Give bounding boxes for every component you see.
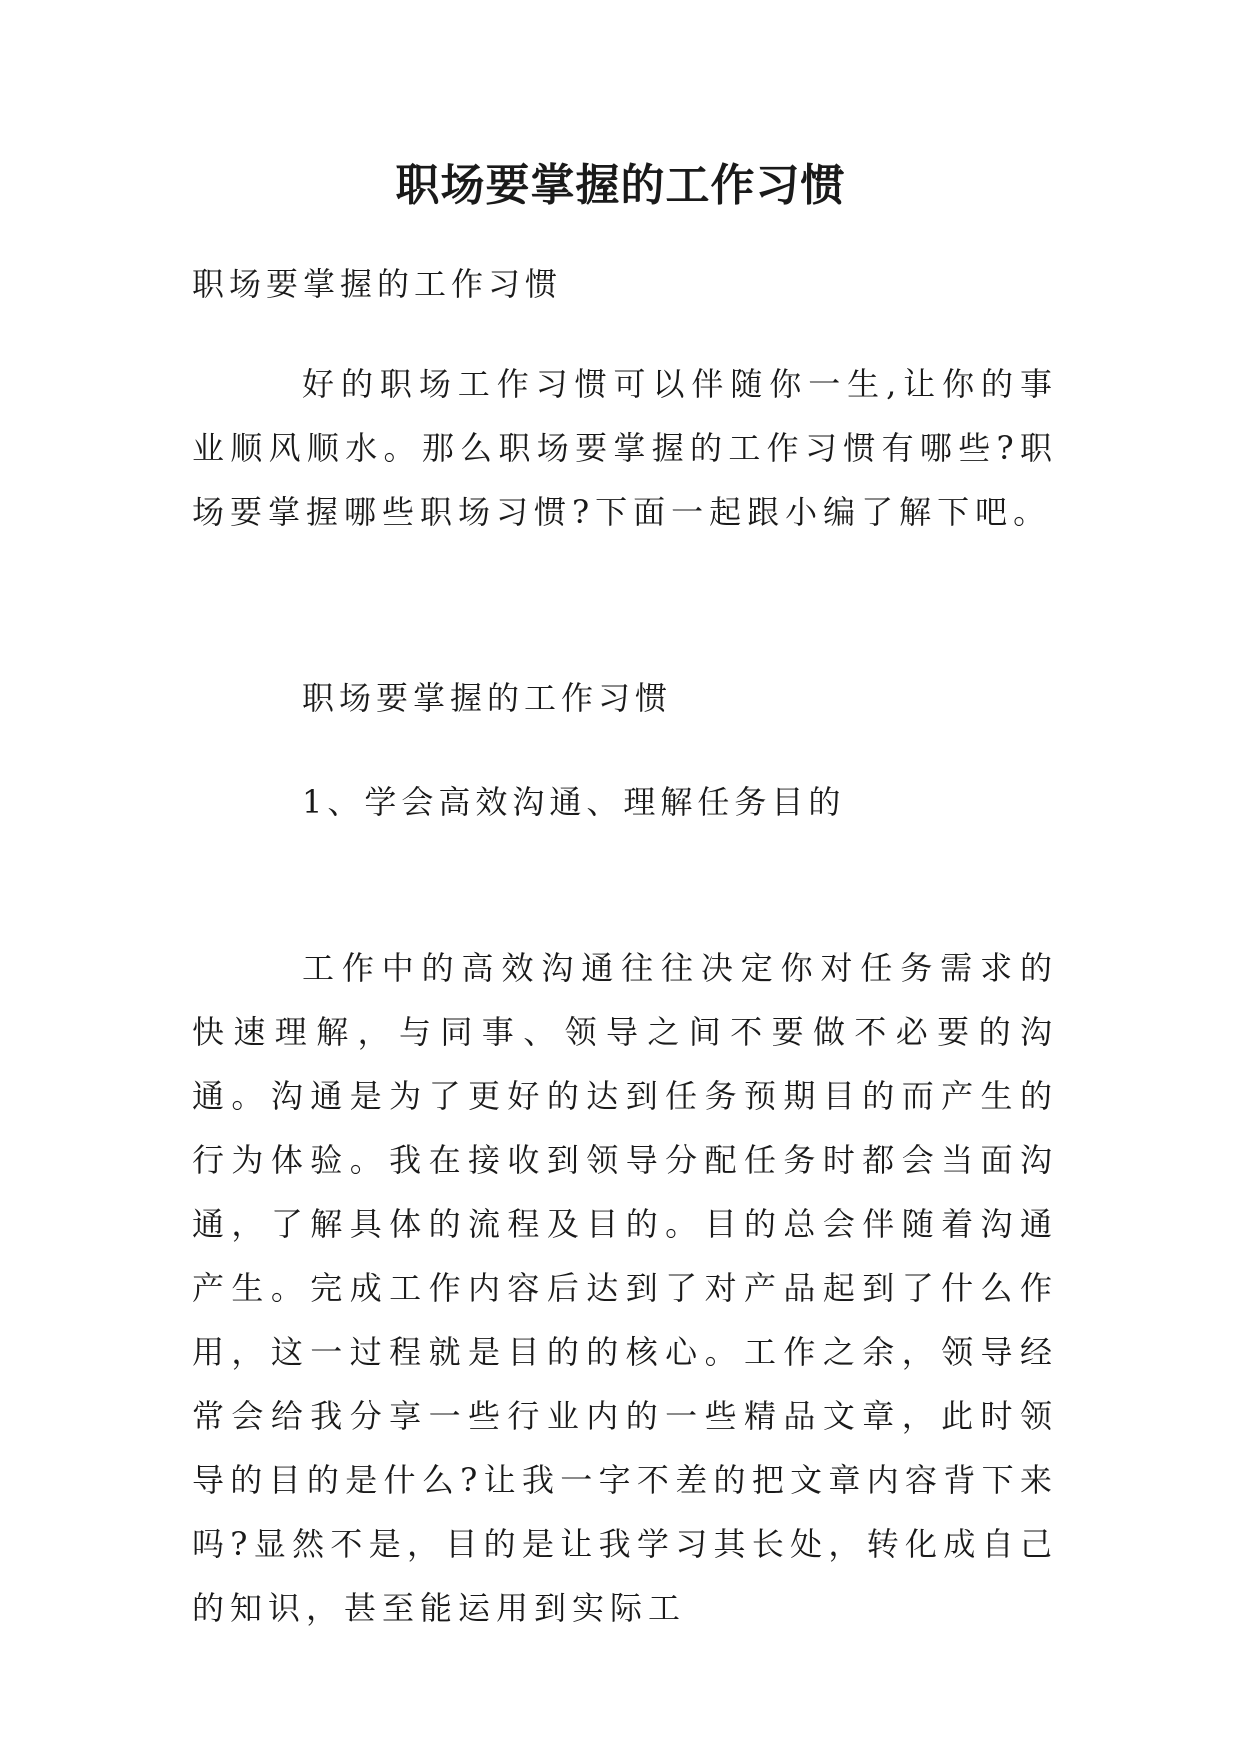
intro-paragraph: 好的职场工作习惯可以伴随你一生,让你的事业顺风顺水。那么职场要掌握的工作习惯有哪些?职场要掌握哪些职场习惯?下面一起跟小编了解下吧。 — [192, 365, 1058, 531]
document-title: 职场要掌握的工作习惯 — [395, 160, 846, 211]
item-1-body-paragraph: 工作中的高效沟通往往决定你对任务需求的快速理解，与同事、领导之间不要做不必要的沟通。沟通是为了更好的达到任务预期目的而产生的行为体验。我在接收到领导分配任务时都会当面沟通，了解具体的流程及目的。目的总会伴随着沟通产生。完成工作内容后达到了对产品起到了什么作用，这一过程就是目的的核心。工作之余，领导经常会给我分享一些行业内的一些精品文章，此时领导的目的是什么?让我一字不差的把文章内容背下来吗?显然不是，目的是让我学习其长处，转化成自己的知识，甚至能运用到实际工 — [192, 949, 1058, 1627]
document-subtitle: 职场要掌握的工作习惯 — [192, 265, 563, 303]
item-1-heading: 1、学会高效沟通、理解任务目的 — [302, 783, 846, 821]
section-heading: 职场要掌握的工作习惯 — [302, 679, 673, 717]
